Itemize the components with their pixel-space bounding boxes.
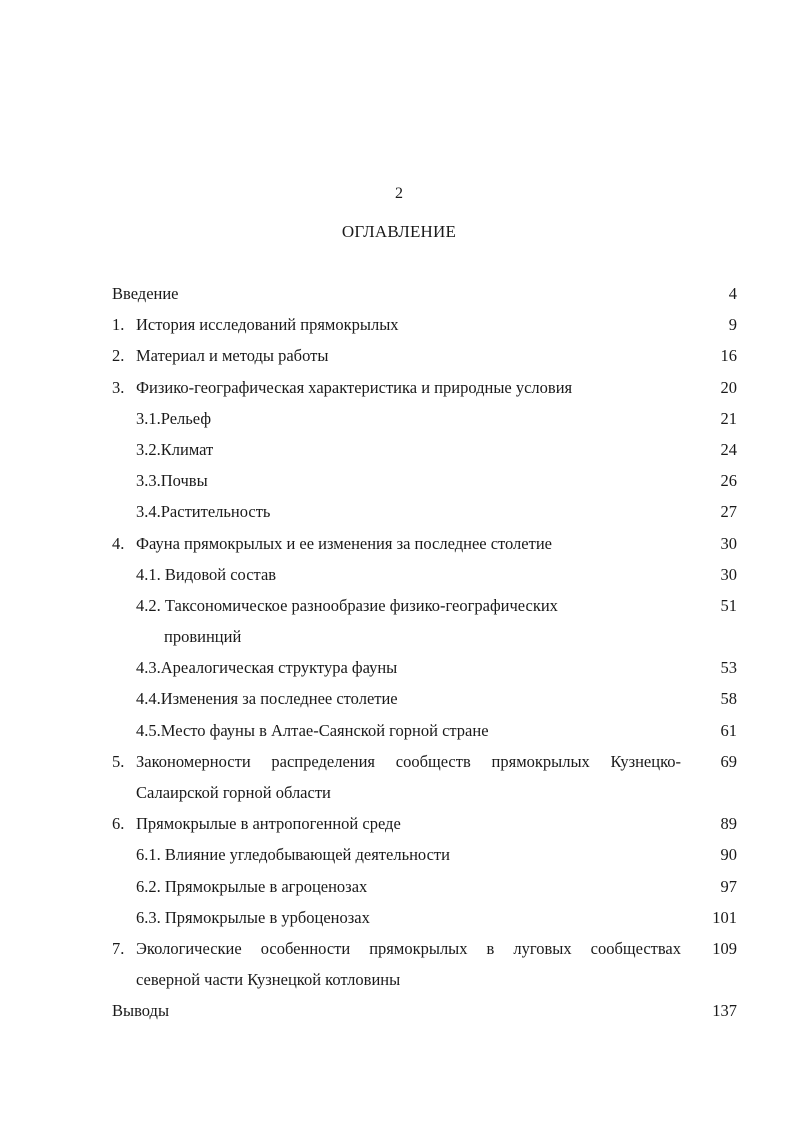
toc-entry-page: 89 (720, 814, 737, 834)
toc-entry-label: 3.2.Климат (136, 439, 214, 459)
toc-entry-section-3-1 (112, 403, 737, 434)
toc-entry-section-4-1 (112, 559, 737, 590)
toc-entry-number: 7. (112, 938, 125, 958)
toc-entry-number: 3. (112, 377, 125, 397)
toc-entry-chapter-7 (112, 933, 737, 995)
toc-entry-label: Прямокрылые в антропогенной среде (136, 814, 401, 834)
toc-entry-page: 30 (720, 533, 737, 553)
toc-entry-label: 3.1.Рельеф (136, 408, 212, 428)
toc-entry-label-continuation: провинций (164, 627, 242, 647)
toc-entry-section-3-2 (112, 434, 737, 465)
toc-entry-page: 26 (720, 471, 737, 491)
toc-entry-number: 6. (112, 814, 125, 834)
table-of-contents (112, 278, 737, 1027)
toc-entry-page: 53 (720, 658, 737, 678)
toc-entry-section-6-2 (112, 871, 737, 902)
toc-entry-label: 4.4.Изменения за последнее столетие (136, 689, 398, 709)
toc-entry-label: Физико-географическая характеристика и природные условия (136, 377, 573, 397)
page-title: ОГЛАВЛЕНИЕ (341, 222, 457, 241)
toc-entry-conclusions (112, 995, 737, 1026)
toc-entry-page: 137 (712, 1001, 737, 1021)
toc-entry-section-4-4 (112, 683, 737, 714)
toc-entry-page: 61 (720, 720, 737, 740)
toc-entry-section-4-5 (112, 715, 737, 746)
toc-entry-label: Экологические особенности прямокрылых в луговых сообществах (136, 938, 681, 958)
toc-entry-page: 4 (728, 284, 737, 303)
toc-entry-section-6-1 (112, 839, 737, 870)
toc-entry-label: Закономерности распределения сообществ прямокрылых Кузнецко- (136, 751, 681, 771)
toc-entry-page: 109 (712, 938, 737, 958)
toc-entry-label: История исследований прямокрылых (136, 315, 399, 335)
toc-entry-page: 16 (720, 346, 737, 366)
page-number: 2 (395, 185, 403, 202)
toc-entry-page: 20 (720, 377, 737, 397)
toc-entry-label: 3.4.Растительность (136, 502, 271, 522)
toc-entry-label-continuation: Салаирской горной области (136, 783, 331, 803)
toc-entry-number: 4. (112, 533, 125, 553)
toc-entry-label-continuation: северной части Кузнецкой котловины (136, 970, 401, 990)
toc-entry-page: 9 (728, 315, 737, 335)
toc-entry-chapter-6 (112, 808, 737, 839)
toc-entry-section-4-3 (112, 652, 737, 683)
toc-entry-page: 101 (712, 907, 737, 927)
toc-entry-label: 6.3. Прямокрылые в урбоценозах (136, 907, 370, 927)
toc-entry-chapter-1 (112, 309, 737, 340)
toc-entry-chapter-5 (112, 746, 737, 808)
toc-entry-number: 2. (112, 346, 125, 366)
toc-entry-label: 3.3.Почвы (136, 471, 208, 491)
toc-entry-section-3-3 (112, 465, 737, 496)
toc-entry-label: 4.1. Видовой состав (136, 564, 277, 584)
toc-entry-number: 1. (112, 315, 125, 335)
toc-entry-page: 51 (720, 595, 737, 615)
toc-entry-label: 6.1. Влияние угледобывающей деятельности (136, 845, 450, 865)
toc-entry-page: 27 (720, 502, 737, 522)
toc-entry-page: 97 (720, 876, 737, 896)
toc-entry-label: Выводы (112, 1001, 170, 1021)
toc-entry-section-6-3 (112, 902, 737, 933)
toc-entry-label: 4.3.Ареалогическая структура фауны (136, 658, 398, 678)
toc-entry-page: 58 (720, 689, 737, 709)
toc-entry-chapter-2 (112, 340, 737, 371)
toc-entry-chapter-4 (112, 528, 737, 559)
toc-entry-chapter-3 (112, 372, 737, 403)
toc-entry-page: 21 (720, 408, 737, 428)
toc-entry-section-3-4 (112, 496, 737, 527)
toc-entry-page: 90 (720, 845, 737, 865)
toc-entry-label: Материал и методы работы (136, 346, 329, 366)
toc-entry-section-4-2 (112, 590, 737, 652)
toc-entry-label: Введение (112, 284, 179, 303)
toc-entry-label: 4.5.Место фауны в Алтае-Саянской горной стране (136, 720, 489, 740)
toc-entry-label: 6.2. Прямокрылые в агроценозах (136, 876, 368, 896)
toc-entry-page: 24 (720, 439, 737, 459)
toc-entry-intro (112, 278, 737, 309)
toc-entry-page: 69 (720, 751, 737, 771)
toc-entry-number: 5. (112, 751, 125, 771)
toc-entry-label: 4.2. Таксономическое разнообразие физико-географических (136, 595, 558, 615)
toc-entry-page: 30 (720, 564, 737, 584)
toc-entry-label: Фауна прямокрылых и ее изменения за последнее столетие (136, 533, 552, 553)
